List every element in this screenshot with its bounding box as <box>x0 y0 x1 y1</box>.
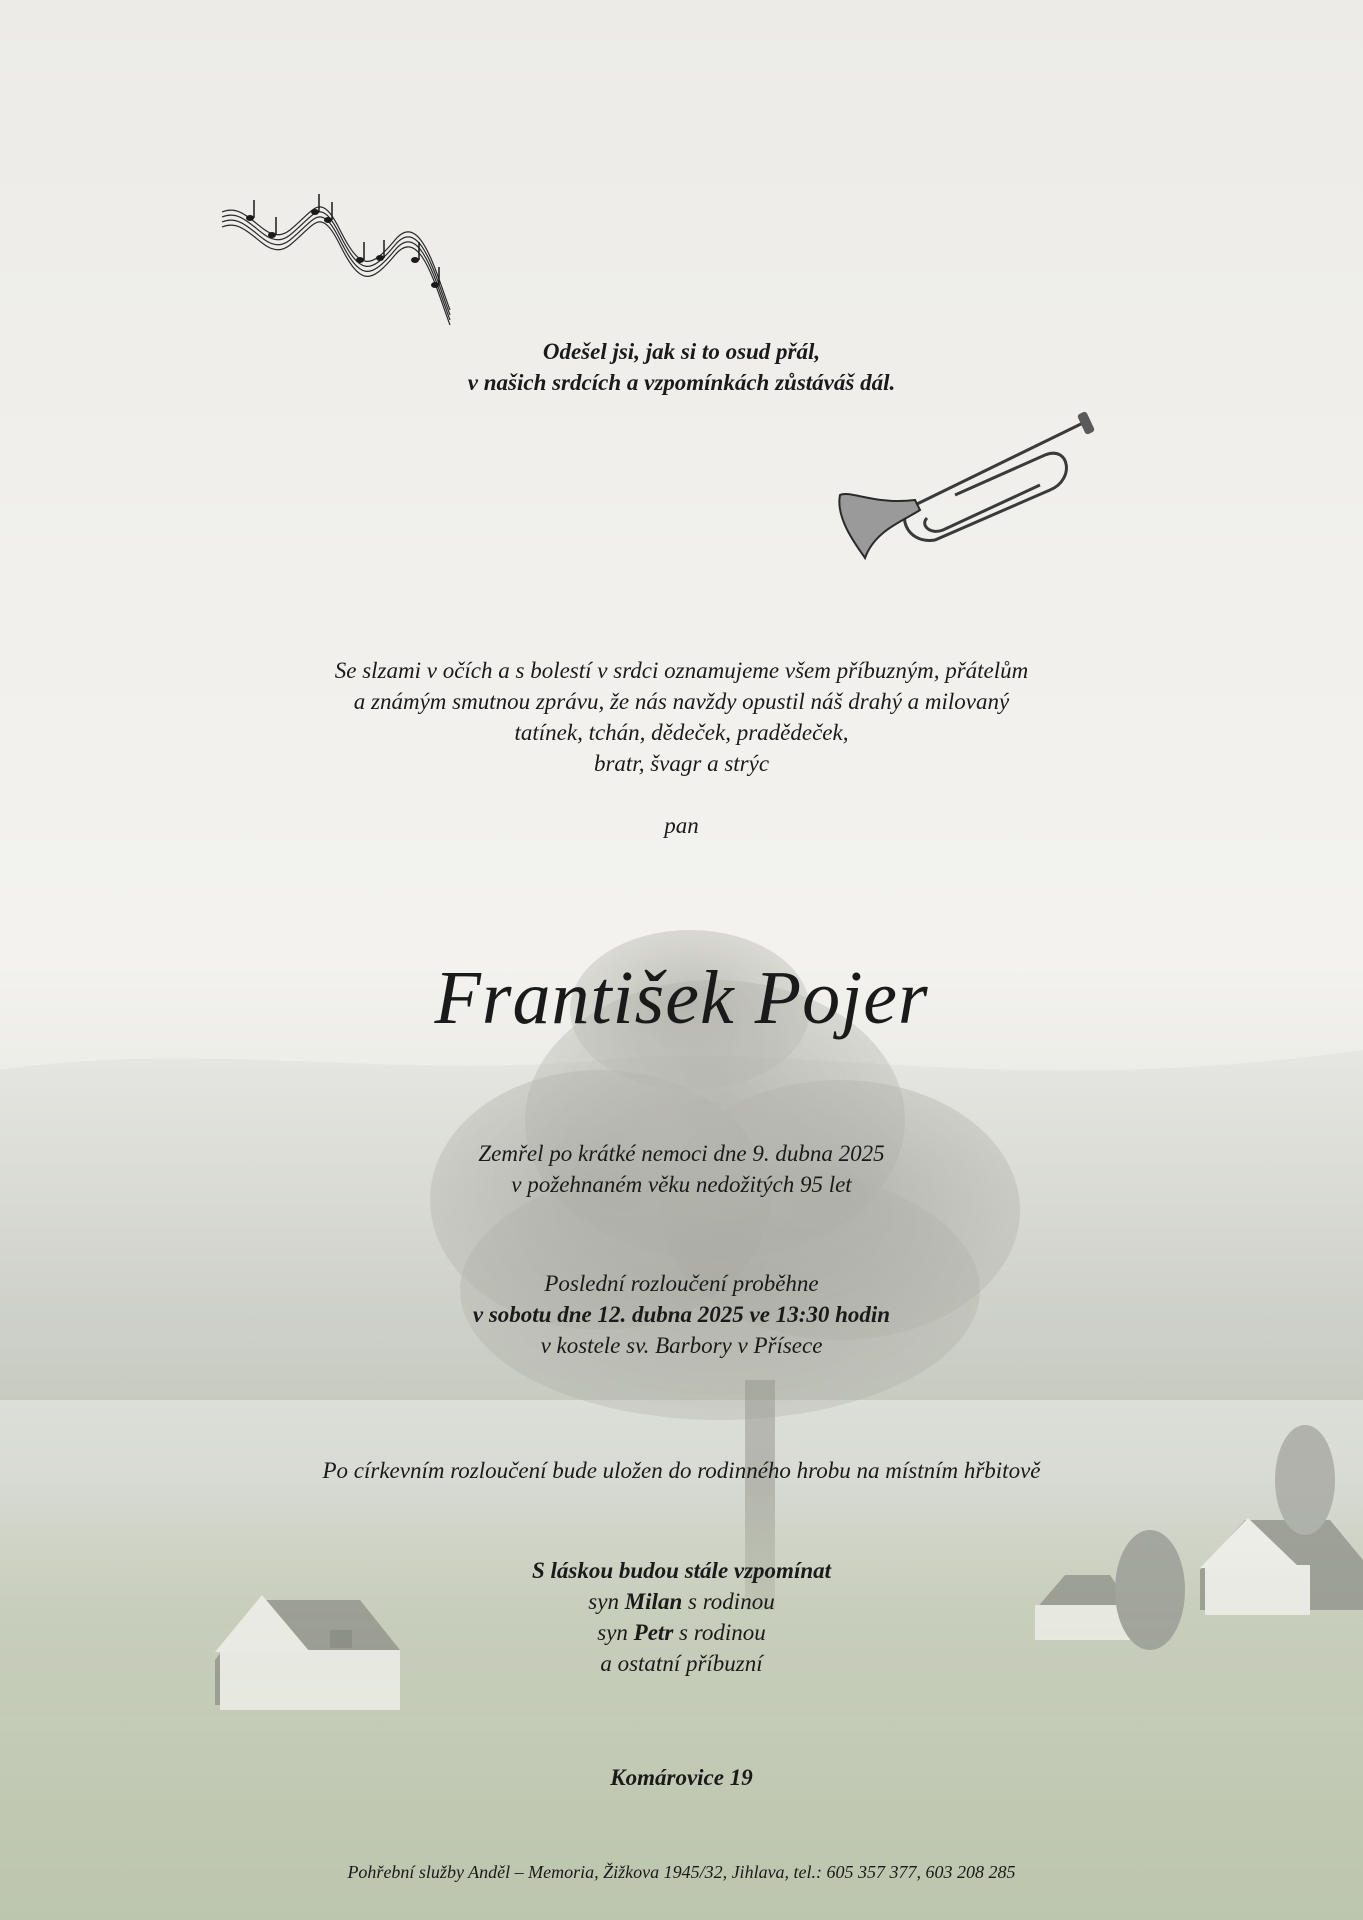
salutation: pan <box>664 813 699 838</box>
farewell-line-1: Poslední rozloučení proběhne <box>544 1271 819 1296</box>
farewell-datetime: v sobotu dne 12. dubna 2025 ve 13:30 hodin <box>472 1302 891 1327</box>
funeral-service-footer: Pohřební služby Anděl – Memoria, Žižkova 1945/32, Jihlava, tel.: 605 357 377, 603 208 285 <box>347 1862 1016 1882</box>
intro-line-1: Se slzami v očích a s bolestí v srdci oznamujeme všem příbuzným, přátelům <box>334 658 1029 683</box>
intro-line-3: tatínek, tchán, dědeček, pradědeček, <box>514 720 849 745</box>
mourner-son-1 <box>0 1586 1363 1617</box>
motto-line-2: v našich srdcích a vzpomínkách zůstáváš dál. <box>467 370 896 395</box>
son2-prefix: syn <box>597 1620 628 1645</box>
son2-suffix: s rodinou <box>679 1620 766 1645</box>
mourners <box>0 1555 1363 1679</box>
death-info <box>0 1138 1363 1200</box>
mourners-others: a ostatní příbuzní <box>600 1651 763 1676</box>
son1-suffix: s rodinou <box>688 1589 775 1614</box>
burial-info: Po církevním rozloučení bude uložen do rodinného hrobu na místním hřbitově <box>322 1458 1041 1483</box>
announcement-intro <box>0 655 1363 779</box>
deceased-name: František Pojer <box>434 956 929 1040</box>
death-line-1: Zemřel po krátké nemoci dne 9. dubna 2025 <box>478 1141 885 1166</box>
intro-line-2: a známým smutnou zprávu, že nás navždy opustil náš drahý a milovaný <box>353 689 1010 714</box>
trumpet-icon <box>835 410 1095 565</box>
son1-prefix: syn <box>588 1589 619 1614</box>
farewell-place: v kostele sv. Barbory v Přísece <box>540 1333 823 1358</box>
mourners-heading: S láskou budou stále vzpomínat <box>531 1558 832 1583</box>
motto <box>0 336 1363 398</box>
death-line-2: v požehnaném věku nedožitých 95 let <box>511 1172 852 1197</box>
farewell-info <box>0 1268 1363 1361</box>
mourner-son-2 <box>0 1617 1363 1648</box>
intro-line-4: bratr, švagr a strýc <box>593 751 770 776</box>
son1-name: Milan <box>624 1589 683 1614</box>
family-address: Komárovice 19 <box>610 1765 753 1790</box>
son2-name: Petr <box>633 1620 674 1645</box>
motto-line-1: Odešel jsi, jak si to osud přál, <box>542 339 821 364</box>
music-notes-icon <box>220 190 455 330</box>
